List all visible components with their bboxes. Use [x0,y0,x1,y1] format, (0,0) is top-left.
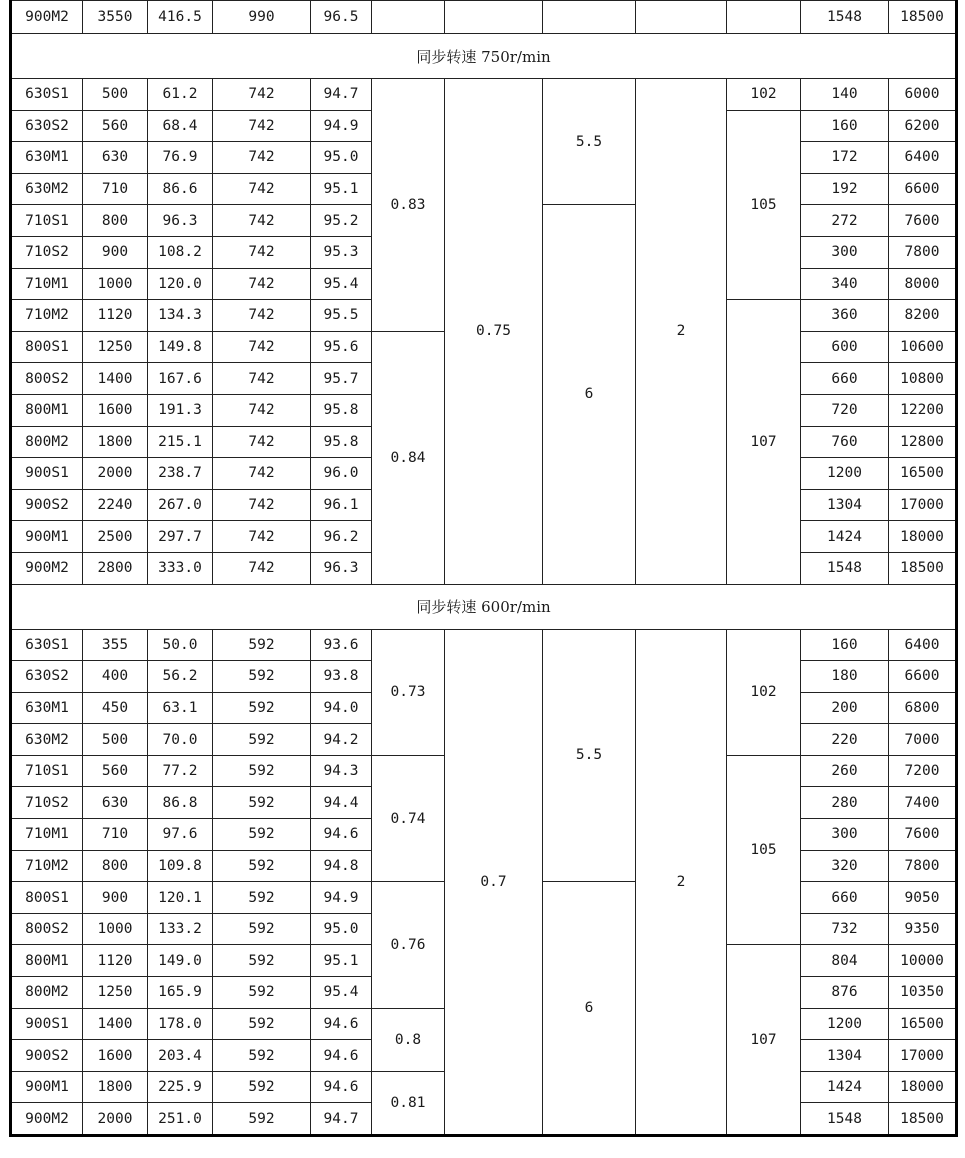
table-cell: 360 [801,300,889,332]
table-cell: 6200 [889,110,957,142]
table-cell: 95.8 [311,426,372,458]
table-cell: 95.4 [311,977,372,1009]
table-cell: 630S2 [11,661,83,693]
table-cell: 56.2 [148,661,213,693]
table-cell: 94.3 [311,755,372,787]
table-cell: 1200 [801,1008,889,1040]
table-cell: 7800 [889,850,957,882]
table-cell: 900S2 [11,1040,83,1072]
table-cell: 710S2 [11,787,83,819]
table-cell: 742 [213,268,311,300]
table-cell: 560 [83,110,148,142]
table-cell: 63.1 [148,692,213,724]
table-cell: 592 [213,945,311,977]
table-cell: 742 [213,205,311,237]
table-cell: 225.9 [148,1071,213,1103]
table-cell: 86.8 [148,787,213,819]
table-cell: 710S1 [11,205,83,237]
table-cell: 18000 [889,1071,957,1103]
table-cell: 12200 [889,394,957,426]
table-cell: 149.0 [148,945,213,977]
table-cell: 10800 [889,363,957,395]
table-cell: 630M2 [11,724,83,756]
table-cell: 2800 [83,552,148,584]
table-cell: 220 [801,724,889,756]
table-cell: 592 [213,1040,311,1072]
table-cell: 592 [213,850,311,882]
table-cell: 710M2 [11,850,83,882]
table-cell: 760 [801,426,889,458]
table-cell: 7400 [889,787,957,819]
table-cell: 94.6 [311,1040,372,1072]
table-cell: 94.4 [311,787,372,819]
table-cell: 592 [213,913,311,945]
table-cell: 93.6 [311,629,372,661]
table-cell: 95.3 [311,236,372,268]
table-cell: 1424 [801,1071,889,1103]
table-cell: 6400 [889,629,957,661]
table-cell: 192 [801,173,889,205]
table-cell: 200 [801,692,889,724]
table-row [11,629,957,661]
table-cell: 18500 [889,1103,957,1136]
table-cell: 355 [83,629,148,661]
table-cell: 710M1 [11,819,83,851]
table-cell: 8200 [889,300,957,332]
table-cell: 333.0 [148,552,213,584]
table-cell: 1250 [83,331,148,363]
torque-ratio-cell: 5.5 [543,79,636,205]
table-cell: 660 [801,882,889,914]
table-cell: 77.2 [148,755,213,787]
table-cell: 7000 [889,724,957,756]
max-torque-ratio-cell: 2 [636,79,727,585]
table-cell: 990 [213,1,311,34]
table-cell: 900M2 [11,1,83,34]
table-cell: 165.9 [148,977,213,1009]
table-cell: 10600 [889,331,957,363]
table-cell: 900 [83,236,148,268]
power-factor-cell: 0.73 [372,629,445,755]
table-cell: 7800 [889,236,957,268]
table-cell: 172 [801,142,889,174]
table-cell: 630M1 [11,692,83,724]
table-cell: 96.3 [311,552,372,584]
table-cell: 1600 [83,394,148,426]
power-factor-cell: 0.84 [372,331,445,584]
table-cell: 630S1 [11,629,83,661]
power-factor-cell: 0.76 [372,882,445,1008]
table-cell: 7600 [889,819,957,851]
table-cell: 18500 [889,552,957,584]
table-cell: 94.0 [311,692,372,724]
table-cell: 630M2 [11,173,83,205]
table-cell: 400 [83,661,148,693]
noise-cell: 105 [727,110,801,300]
table-cell: 1424 [801,521,889,553]
table-cell: 180 [801,661,889,693]
table-cell: 2500 [83,521,148,553]
table-cell: 260 [801,755,889,787]
table-cell: 16500 [889,1008,957,1040]
table-cell: 1120 [83,945,148,977]
table-cell: 800S1 [11,331,83,363]
table-cell: 6800 [889,692,957,724]
table-cell [727,1,801,34]
table-cell: 630S2 [11,110,83,142]
power-factor-cell: 0.74 [372,755,445,881]
table-cell: 1400 [83,363,148,395]
table-cell: 70.0 [148,724,213,756]
table-cell: 340 [801,268,889,300]
table-cell: 120.0 [148,268,213,300]
noise-cell: 102 [727,629,801,755]
table-cell: 800S2 [11,363,83,395]
table-cell: 94.6 [311,819,372,851]
table-cell: 96.5 [311,1,372,34]
max-torque-ratio-cell: 2 [636,629,727,1136]
noise-cell: 105 [727,755,801,945]
table-cell: 800S1 [11,882,83,914]
table-cell: 800M2 [11,977,83,1009]
section-title: 同步转速 600r/min [11,584,957,629]
table-cell: 742 [213,394,311,426]
section-header-row [11,34,957,79]
table-cell: 592 [213,977,311,1009]
power-factor-cell: 0.8 [372,1008,445,1071]
table-cell: 2240 [83,489,148,521]
table-cell: 630S1 [11,79,83,111]
table-cell [543,1,636,34]
table-cell: 251.0 [148,1103,213,1136]
table-cell: 215.1 [148,426,213,458]
table-cell: 94.7 [311,1103,372,1136]
table-cell: 297.7 [148,521,213,553]
table-cell: 710M2 [11,300,83,332]
table-cell: 1548 [801,1,889,34]
table-row [11,1,957,34]
table-cell: 592 [213,882,311,914]
table-cell: 6400 [889,142,957,174]
table-cell: 18500 [889,1,957,34]
table-row [11,79,957,111]
table-cell: 630 [83,787,148,819]
table-cell: 95.5 [311,300,372,332]
table-cell: 6600 [889,173,957,205]
table-cell: 97.6 [148,819,213,851]
table-cell: 710M1 [11,268,83,300]
table-cell: 742 [213,236,311,268]
table-cell: 500 [83,79,148,111]
table-cell: 134.3 [148,300,213,332]
table-cell: 7200 [889,755,957,787]
table-cell: 140 [801,79,889,111]
table-cell: 732 [801,913,889,945]
section-title: 同步转速 750r/min [11,34,957,79]
table-cell: 876 [801,977,889,1009]
table-cell: 630M1 [11,142,83,174]
table-cell: 742 [213,489,311,521]
table-cell: 800 [83,850,148,882]
torque-ratio-cell: 6 [543,882,636,1136]
table-cell: 61.2 [148,79,213,111]
table-cell: 800M1 [11,394,83,426]
table-cell: 3550 [83,1,148,34]
table-cell: 1120 [83,300,148,332]
table-cell: 300 [801,236,889,268]
table-cell: 742 [213,426,311,458]
noise-cell: 102 [727,79,801,111]
table-cell: 94.7 [311,79,372,111]
table-cell: 742 [213,79,311,111]
table-cell: 742 [213,552,311,584]
table-cell: 93.8 [311,661,372,693]
table-cell: 96.0 [311,458,372,490]
table-cell: 18000 [889,521,957,553]
table-cell: 9050 [889,882,957,914]
table-cell: 900M1 [11,521,83,553]
torque-ratio-cell: 6 [543,205,636,584]
table-cell: 1548 [801,1103,889,1136]
table-cell: 804 [801,945,889,977]
table-cell: 280 [801,787,889,819]
table-cell: 1548 [801,552,889,584]
table-cell: 178.0 [148,1008,213,1040]
table-cell: 96.3 [148,205,213,237]
table-cell [445,1,543,34]
efficiency-ratio-cell: 0.75 [445,79,543,585]
power-factor-cell: 0.83 [372,79,445,332]
section-header-row [11,584,957,629]
table-cell: 95.0 [311,142,372,174]
table-cell: 8000 [889,268,957,300]
table-cell: 2000 [83,1103,148,1136]
table-cell: 95.2 [311,205,372,237]
noise-cell: 107 [727,300,801,584]
table-cell: 1600 [83,1040,148,1072]
table-cell: 1304 [801,489,889,521]
table-cell: 742 [213,458,311,490]
motor-spec-table [9,0,958,1137]
table-cell: 592 [213,819,311,851]
table-cell: 742 [213,521,311,553]
table-cell: 1200 [801,458,889,490]
table-cell: 742 [213,142,311,174]
table-cell: 592 [213,1071,311,1103]
table-cell: 630 [83,142,148,174]
table-cell: 1304 [801,1040,889,1072]
table-cell: 900S1 [11,458,83,490]
table-cell: 710 [83,819,148,851]
table-cell: 660 [801,363,889,395]
noise-cell: 107 [727,945,801,1136]
table-cell: 742 [213,363,311,395]
table-cell: 10350 [889,977,957,1009]
table-cell: 1400 [83,1008,148,1040]
table-cell: 800 [83,205,148,237]
table-cell: 900M1 [11,1071,83,1103]
table-cell: 6000 [889,79,957,111]
table-cell: 191.3 [148,394,213,426]
table-cell: 7600 [889,205,957,237]
table-cell: 560 [83,755,148,787]
table-cell: 10000 [889,945,957,977]
table-cell: 300 [801,819,889,851]
table-cell: 2000 [83,458,148,490]
table-cell: 1000 [83,268,148,300]
table-cell: 800M2 [11,426,83,458]
table-cell: 800M1 [11,945,83,977]
table-cell: 16500 [889,458,957,490]
torque-ratio-cell: 5.5 [543,629,636,882]
table-cell: 720 [801,394,889,426]
table-cell: 12800 [889,426,957,458]
table-cell: 167.6 [148,363,213,395]
table-cell: 94.6 [311,1008,372,1040]
table-cell: 95.1 [311,945,372,977]
table-cell: 96.2 [311,521,372,553]
table-cell: 1800 [83,1071,148,1103]
table-cell: 133.2 [148,913,213,945]
table-cell: 94.9 [311,110,372,142]
table-cell: 108.2 [148,236,213,268]
table-cell: 742 [213,173,311,205]
table-cell [636,1,727,34]
table-cell: 1250 [83,977,148,1009]
table-cell: 95.4 [311,268,372,300]
table-cell: 592 [213,629,311,661]
table-cell: 450 [83,692,148,724]
table-cell: 17000 [889,489,957,521]
table-cell: 742 [213,300,311,332]
table-cell: 267.0 [148,489,213,521]
table-cell: 68.4 [148,110,213,142]
table-cell: 95.6 [311,331,372,363]
table-cell: 149.8 [148,331,213,363]
table-cell: 742 [213,110,311,142]
table-cell: 238.7 [148,458,213,490]
table-cell: 900M2 [11,552,83,584]
table-cell: 900S2 [11,489,83,521]
table-cell: 592 [213,755,311,787]
table-cell: 320 [801,850,889,882]
table-cell: 1000 [83,913,148,945]
table-cell: 500 [83,724,148,756]
table-cell: 272 [801,205,889,237]
table-cell: 17000 [889,1040,957,1072]
table-cell: 109.8 [148,850,213,882]
table-cell: 160 [801,629,889,661]
table-cell: 710S1 [11,755,83,787]
table-cell: 592 [213,1008,311,1040]
table-cell: 94.8 [311,850,372,882]
table-cell: 900S1 [11,1008,83,1040]
table-cell: 50.0 [148,629,213,661]
table-cell: 120.1 [148,882,213,914]
table-cell: 94.2 [311,724,372,756]
table-cell: 592 [213,1103,311,1136]
table-cell: 95.8 [311,394,372,426]
table-cell: 742 [213,331,311,363]
table-cell: 160 [801,110,889,142]
table-cell: 592 [213,724,311,756]
table-cell: 600 [801,331,889,363]
table-cell: 94.6 [311,1071,372,1103]
table-cell: 710 [83,173,148,205]
table-cell: 203.4 [148,1040,213,1072]
table-cell: 76.9 [148,142,213,174]
table-cell: 6600 [889,661,957,693]
table-cell: 710S2 [11,236,83,268]
table-cell: 592 [213,661,311,693]
power-factor-cell: 0.81 [372,1071,445,1135]
table-cell: 94.9 [311,882,372,914]
table-cell: 592 [213,787,311,819]
table-cell: 416.5 [148,1,213,34]
table-cell: 86.6 [148,173,213,205]
table-cell: 592 [213,692,311,724]
efficiency-ratio-cell: 0.7 [445,629,543,1136]
table-cell: 95.0 [311,913,372,945]
motor-spec-table-container [9,0,958,1137]
table-cell: 1800 [83,426,148,458]
table-cell: 800S2 [11,913,83,945]
table-cell: 95.1 [311,173,372,205]
table-cell [372,1,445,34]
table-cell: 900 [83,882,148,914]
table-cell: 900M2 [11,1103,83,1136]
table-cell: 9350 [889,913,957,945]
table-cell: 95.7 [311,363,372,395]
table-cell: 96.1 [311,489,372,521]
